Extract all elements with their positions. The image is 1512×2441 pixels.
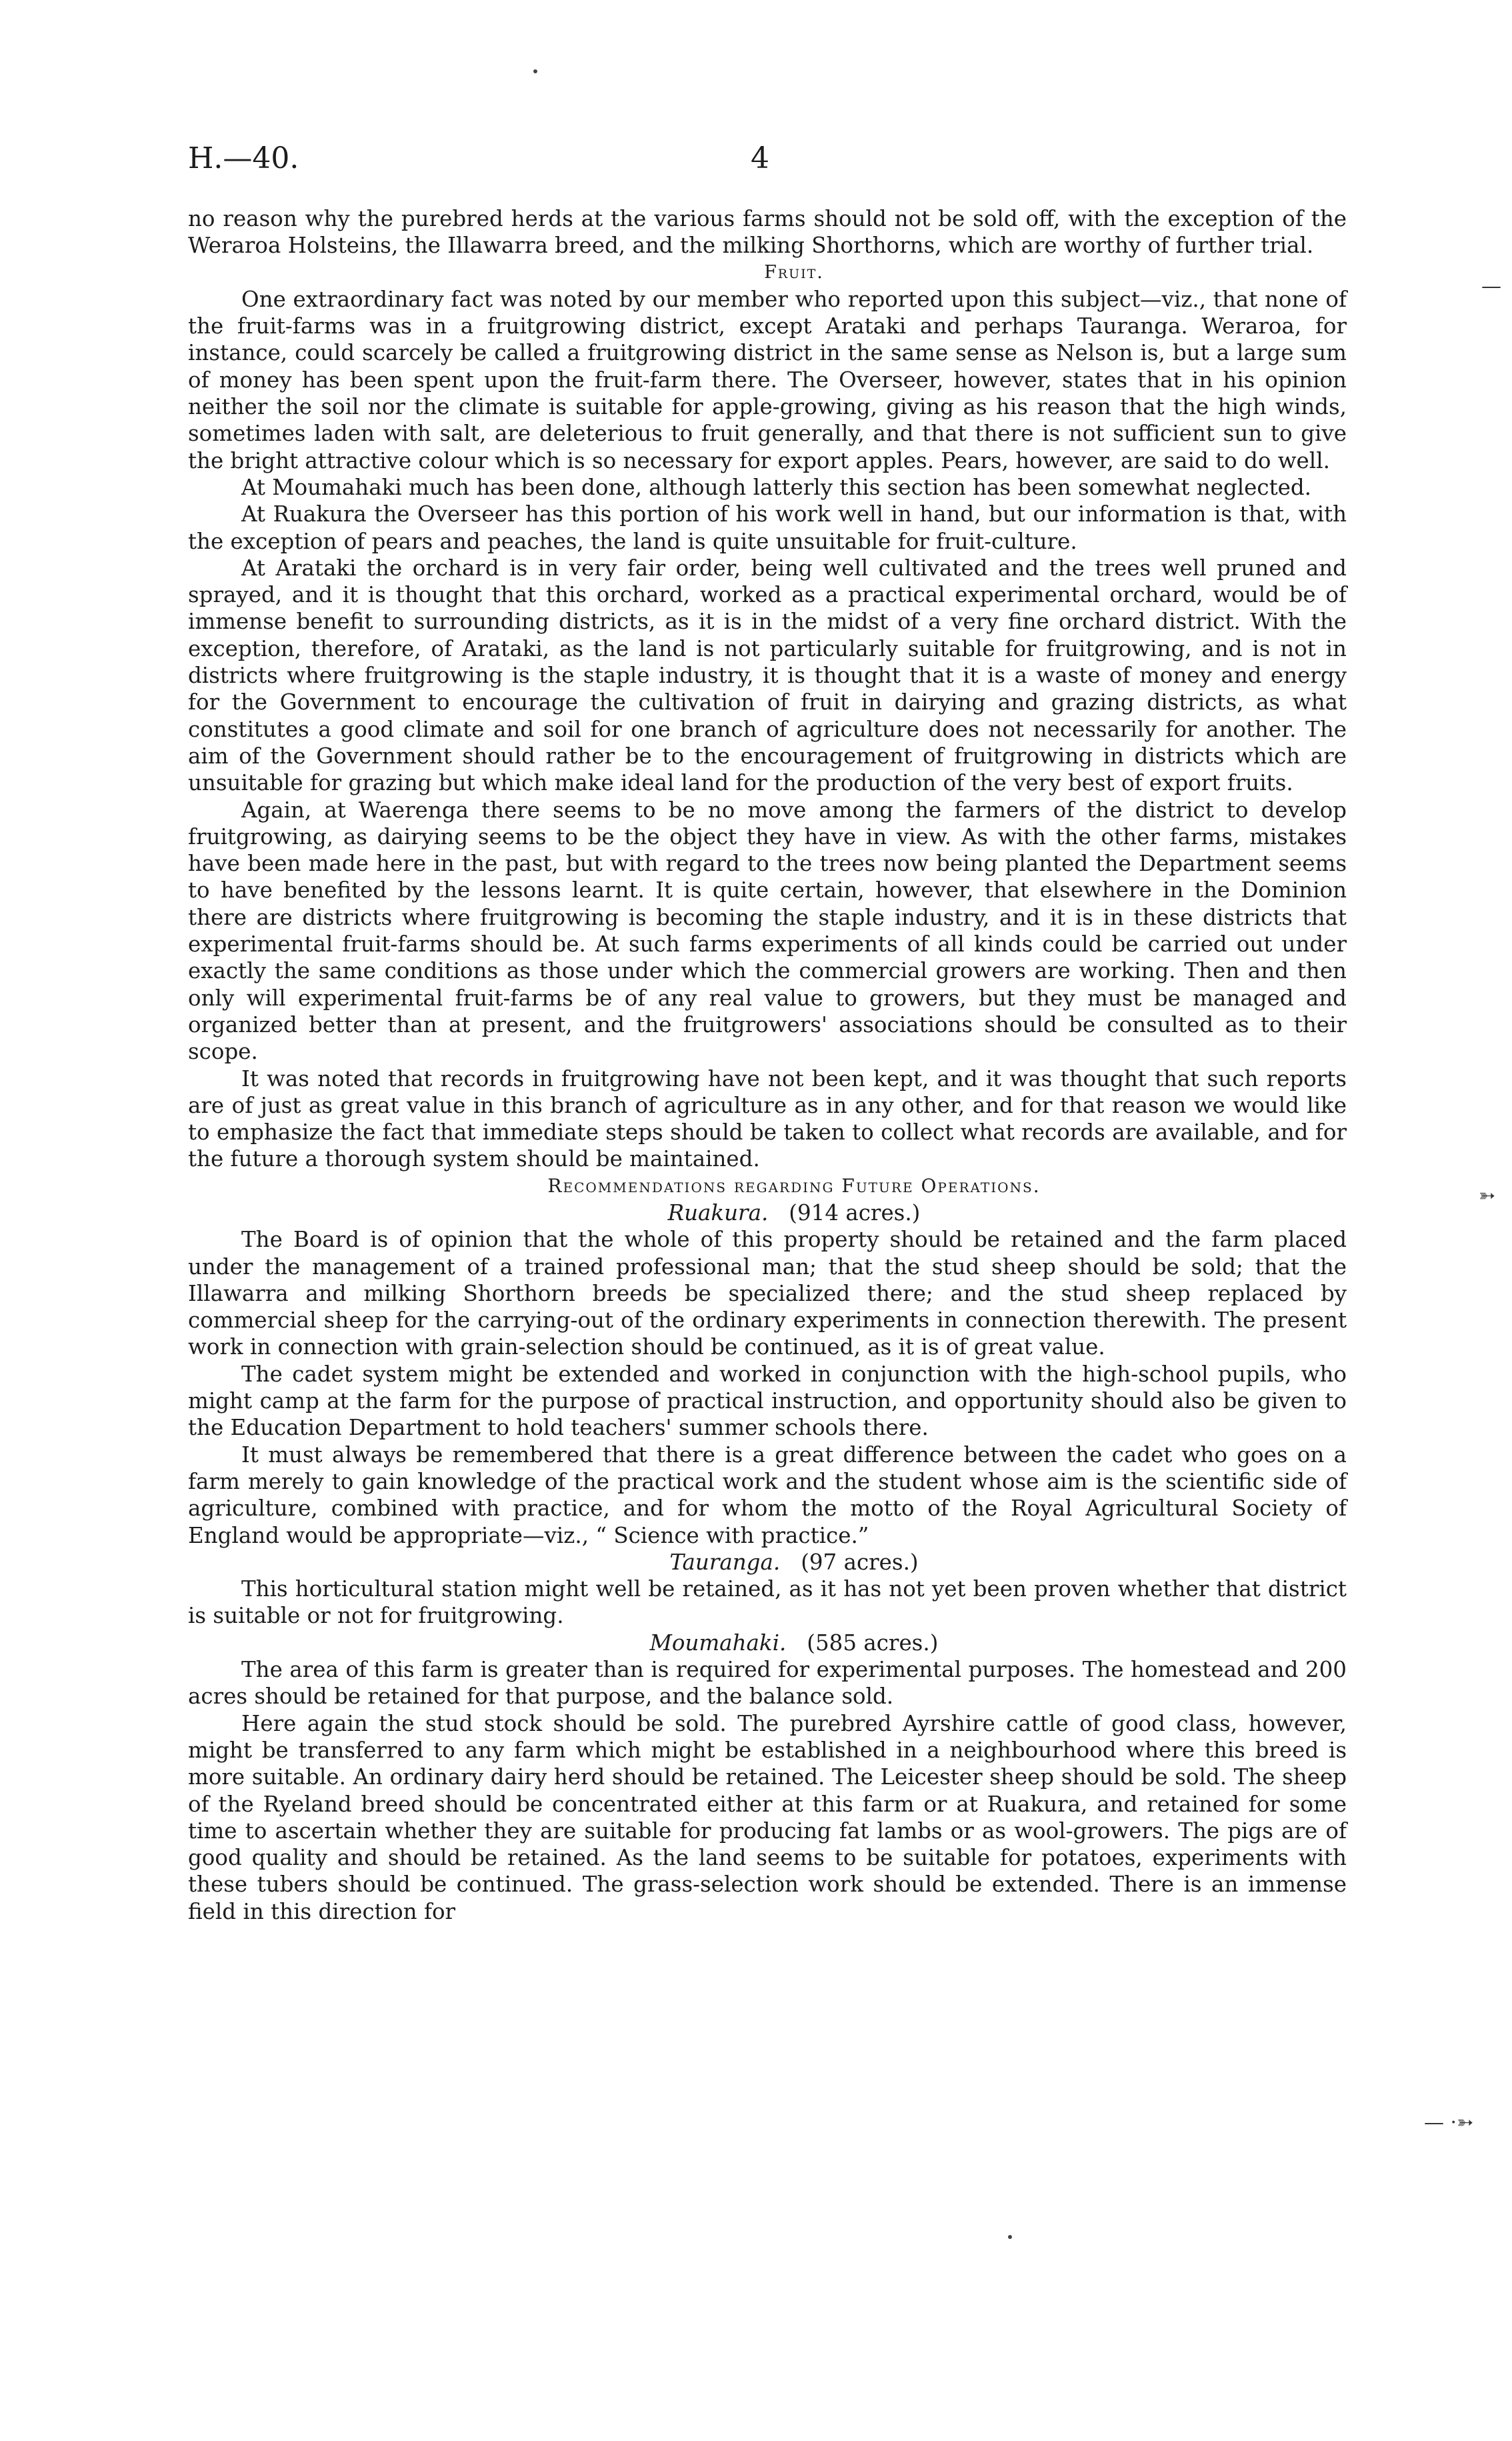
paragraph: The area of this farm is greater than is required for experimental purposes. The homestead and 200 acres should be retained for that purpose, and the balance sold. [188, 1657, 1347, 1710]
farm-area: (97 acres.) [801, 1549, 919, 1575]
paragraph: At Moumahaki much has been done, although latterly this section has been somewhat neglected. [241, 474, 1312, 500]
scan-speck [1008, 2235, 1012, 2239]
paragraph: The cadet system might be extended and worked in conjunction with the high-school pupils, who might camp at the farm for the purpose of practical instruction, and opportunity should also be given to the Education Department to hold teachers' summer schools there. [188, 1361, 1347, 1441]
paragraph: The Board is of opinion that the whole of this property should be retained and the farm placed under the management of a trained professional man; that the stud sheep should be sold; that the Illawarra and milking Shorthorn breeds be specialized there; and the stud sheep replaced by commercial sheep for the carrying-out of the ordinary experiments in connection therewith. The present work in connection with grain-selection should be continued, as it is of great value. [188, 1227, 1347, 1360]
paragraph: At Arataki the orchard is in very fair order, being well cultivated and the trees well pruned and sprayed, and it is thought that this orchard, worked as a practical experimental orchard, would be of immense benefit to surrounding districts, as it is in the midst of a very fine orchard district. With the exception, therefore, of Arataki, as the land is not particularly suitable for fruitgrowing, and is not in districts where fruitgrowing is the staple industry, it is thought that it is a waste of money and energy for the Government to encourage the cultivation of fruit in dairying and grazing districts, as what constitutes a good climate and soil for one branch of agriculture does not necessarily for another. The aim of the Government should rather be to the encouragement of fruitgrowing in districts which are unsuitable for grazing but which make ideal land for the production of the very best of export fruits. [188, 555, 1347, 796]
section-heading-recommendations: Recommendations regarding Future Operations. [547, 1174, 1041, 1197]
paragraph: It must always be remembered that there is a great difference between the cadet who goes on a farm merely to gain knowledge of the practical work and the student whose aim is the scientific side of agriculture, combined with practice, and for whom the motto of the Royal Agricultural Society of England would be appropriate—viz., “ Science with practice.” [188, 1442, 1347, 1548]
margin-mark: ➳ [1479, 1184, 1496, 1207]
farm-heading-tauranga [188, 1549, 1347, 1576]
paragraph: It was noted that records in fruitgrowing have not been kept, and it was thought that such reports are of just as great value in this branch of agriculture as in any other, and for that reason we would like to emphasize the fact that immediate steps should be taken to collect what records are available, and for the future a thorough system should be maintained. [188, 1065, 1347, 1172]
paragraph: Again, at Waerenga there seems to be no move among the farmers of the district to develop fruitgrowing, as dairying seems to be the object they have in view. As with the other farms, mistakes have been made here in the past, but with regard to the trees now being planted the Department seems to have benefited by the lessons learnt. It is quite certain, however, that elsewhere in the Dominion there are districts where fruitgrowing is becoming the staple industry, and it is in these districts that experimental fruit-farms should be. At such farms experiments of all kinds could be carried out under exactly the same conditions as those under which the commercial growers are working. Then and then only will experimental fruit-farms be of any real value to growers, but they must be managed and organized better than at present, and the fruitgrowers' associations should be consulted as to their scope. [188, 797, 1347, 1065]
document-body [188, 205, 1347, 1925]
farm-heading-moumahaki [188, 1630, 1347, 1656]
scan-speck [533, 69, 537, 73]
continuation-paragraph: no reason why the purebred herds at the various farms should not be sold off, with the exception of the Weraroa Holsteins, the Illawarra breed, and the milking Shorthorns, which are worthy of further trial. [188, 206, 1347, 259]
paragraph: This horticultural station might well be retained, as it has not yet been proven whether that district is suitable or not for fruitgrowing. [188, 1576, 1347, 1629]
farm-area: (914 acres.) [789, 1199, 921, 1226]
farm-name: Ruakura. [667, 1199, 769, 1226]
farm-heading-ruakura [188, 1199, 1347, 1226]
farm-name: Moumahaki. [649, 1630, 787, 1656]
report-reference: H.—40. [188, 141, 299, 175]
page-number: 4 [751, 141, 769, 175]
paragraph: One extraordinary fact was noted by our member who reported upon this subject—viz., that none of the fruit-farms was in a fruitgrowing district, except Arataki and perhaps Tauranga. Weraroa, for instance, could scarcely be called a fruitgrowing district in the same sense as Nelson is, but a large sum of money has been spent upon the fruit-farm there. The Overseer, however, states that in his opinion neither the soil nor the climate is suitable for apple-growing, giving as his reason that the high winds, sometimes laden with salt, are deleterious to fruit generally, and that there is not sufficient sun to give the bright attractive colour which is so necessary for export apples. Pears, however, are said to do well. [188, 286, 1347, 473]
section-heading-fruit: Fruit. [764, 261, 824, 283]
margin-mark: — [1481, 275, 1501, 298]
margin-mark: — ·➳ [1424, 2111, 1474, 2134]
farm-area: (585 acres.) [807, 1630, 939, 1656]
paragraph: At Ruakura the Overseer has this portion of his work well in hand, but our information is that, with the exception of pears and peaches, the land is quite unsuitable for fruit-culture. [188, 501, 1347, 554]
farm-name: Tauranga. [669, 1549, 781, 1575]
paragraph: Here again the stud stock should be sold. The purebred Ayrshire cattle of good class, however, might be transferred to any farm which might be established in a neighbourhood where this breed is more suitable. An ordinary dairy herd should be retained. The Leicester sheep should be sold. The sheep of the Ryeland breed should be concentrated either at this farm or at Ruakura, and retained for some time to ascertain whether they are suitable for producing fat lambs or as wool-growers. The pigs are of good quality and should be retained. As the land seems to be suitable for potatoes, experiments with these tubers should be continued. The grass-selection work should be extended. There is an immense field in this direction for [188, 1710, 1347, 1924]
